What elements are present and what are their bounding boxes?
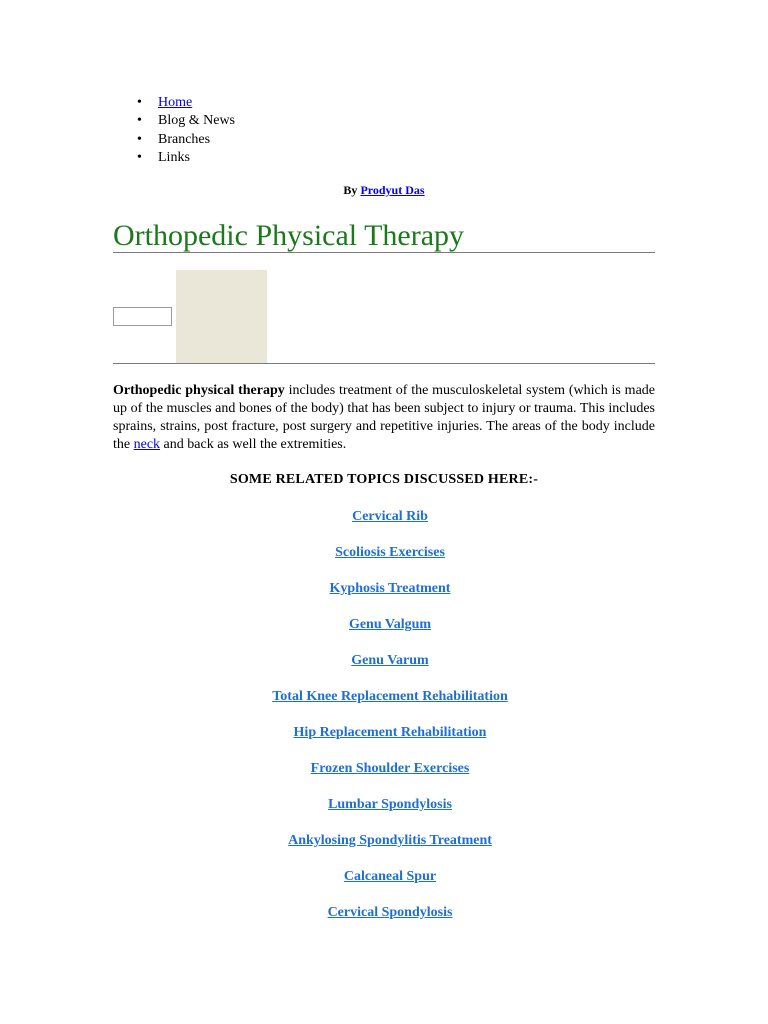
topic-link-scoliosis-exercises[interactable]: Scoliosis Exercises xyxy=(335,545,445,560)
bullet-icon: • xyxy=(137,149,142,165)
nav-label-branches: Branches xyxy=(158,131,211,147)
topic-link-genu-valgum[interactable]: Genu Valgum xyxy=(348,617,432,632)
topic-link-total-knee-replacement[interactable]: Total Knee Replacement Rehabilitation xyxy=(272,689,508,704)
bullet-icon: • xyxy=(137,131,142,147)
nav-item-links xyxy=(137,149,235,167)
intro-text-1: includes treatment of the musculoskeletal system (which is made up of the muscles and bones of the body) that has been subject to injury or trauma. This includes sprains, strains, post fracture, post surgery and repetitive injuries. The areas of the body include the xyxy=(113,383,655,452)
topic-link-cervical-rib[interactable]: Cervical Rib xyxy=(352,509,428,524)
topic-link-frozen-shoulder[interactable]: Frozen Shoulder Exercises xyxy=(310,761,470,776)
topic-item xyxy=(0,580,768,616)
topic-link-ankylosing-spondylitis[interactable]: Ankylosing Spondylitis Treatment xyxy=(288,833,492,848)
topic-item xyxy=(0,796,768,832)
topic-link-lumbar-spondylosis[interactable]: Lumbar Spondylosis xyxy=(328,797,452,812)
topic-item xyxy=(0,724,768,760)
byline-prefix: By xyxy=(343,183,358,197)
topic-item xyxy=(0,760,768,796)
nav-link-home[interactable]: Home xyxy=(158,95,193,110)
page-title: Orthopedic Physical Therapy xyxy=(113,219,465,252)
topic-item xyxy=(0,904,768,940)
topic-item xyxy=(0,688,768,724)
topic-item xyxy=(0,868,768,904)
intro-bold-lead: Orthopedic physical therapy xyxy=(113,383,285,398)
empty-input-box[interactable] xyxy=(113,307,172,326)
topic-item xyxy=(0,616,768,652)
bullet-icon: • xyxy=(137,113,142,129)
title-divider xyxy=(113,252,655,253)
intro-paragraph xyxy=(113,382,655,454)
byline xyxy=(0,183,768,198)
topic-item xyxy=(0,832,768,868)
related-topics-list xyxy=(0,508,768,940)
nav-item-branches xyxy=(137,131,235,149)
topic-link-kyphosis-treatment[interactable]: Kyphosis Treatment xyxy=(329,581,451,596)
intro-text-2: and back as well the extremities. xyxy=(160,437,347,452)
nav-label-blog-news: Blog & News xyxy=(158,113,235,129)
nav-item-blog-news xyxy=(137,112,235,130)
topic-item xyxy=(0,508,768,544)
site-nav xyxy=(137,94,235,167)
topic-link-calcaneal-spur[interactable]: Calcaneal Spur xyxy=(343,869,437,884)
nav-label-links: Links xyxy=(158,149,190,165)
topic-link-cervical-spondylosis[interactable]: Cervical Spondylosis xyxy=(327,905,453,920)
image-placeholder xyxy=(176,270,267,363)
topic-link-genu-varum[interactable]: Genu Varum xyxy=(351,653,429,668)
bullet-icon: • xyxy=(137,95,142,110)
related-topics-heading: SOME RELATED TOPICS DISCUSSED HERE:- xyxy=(229,472,539,487)
nav-item-home xyxy=(137,94,235,112)
section-divider xyxy=(113,363,655,364)
topic-item xyxy=(0,544,768,580)
topic-link-hip-replacement[interactable]: Hip Replacement Rehabilitation xyxy=(293,725,487,740)
author-link[interactable]: Prodyut Das xyxy=(360,183,425,197)
neck-link[interactable]: neck xyxy=(133,437,161,452)
topic-item xyxy=(0,652,768,688)
